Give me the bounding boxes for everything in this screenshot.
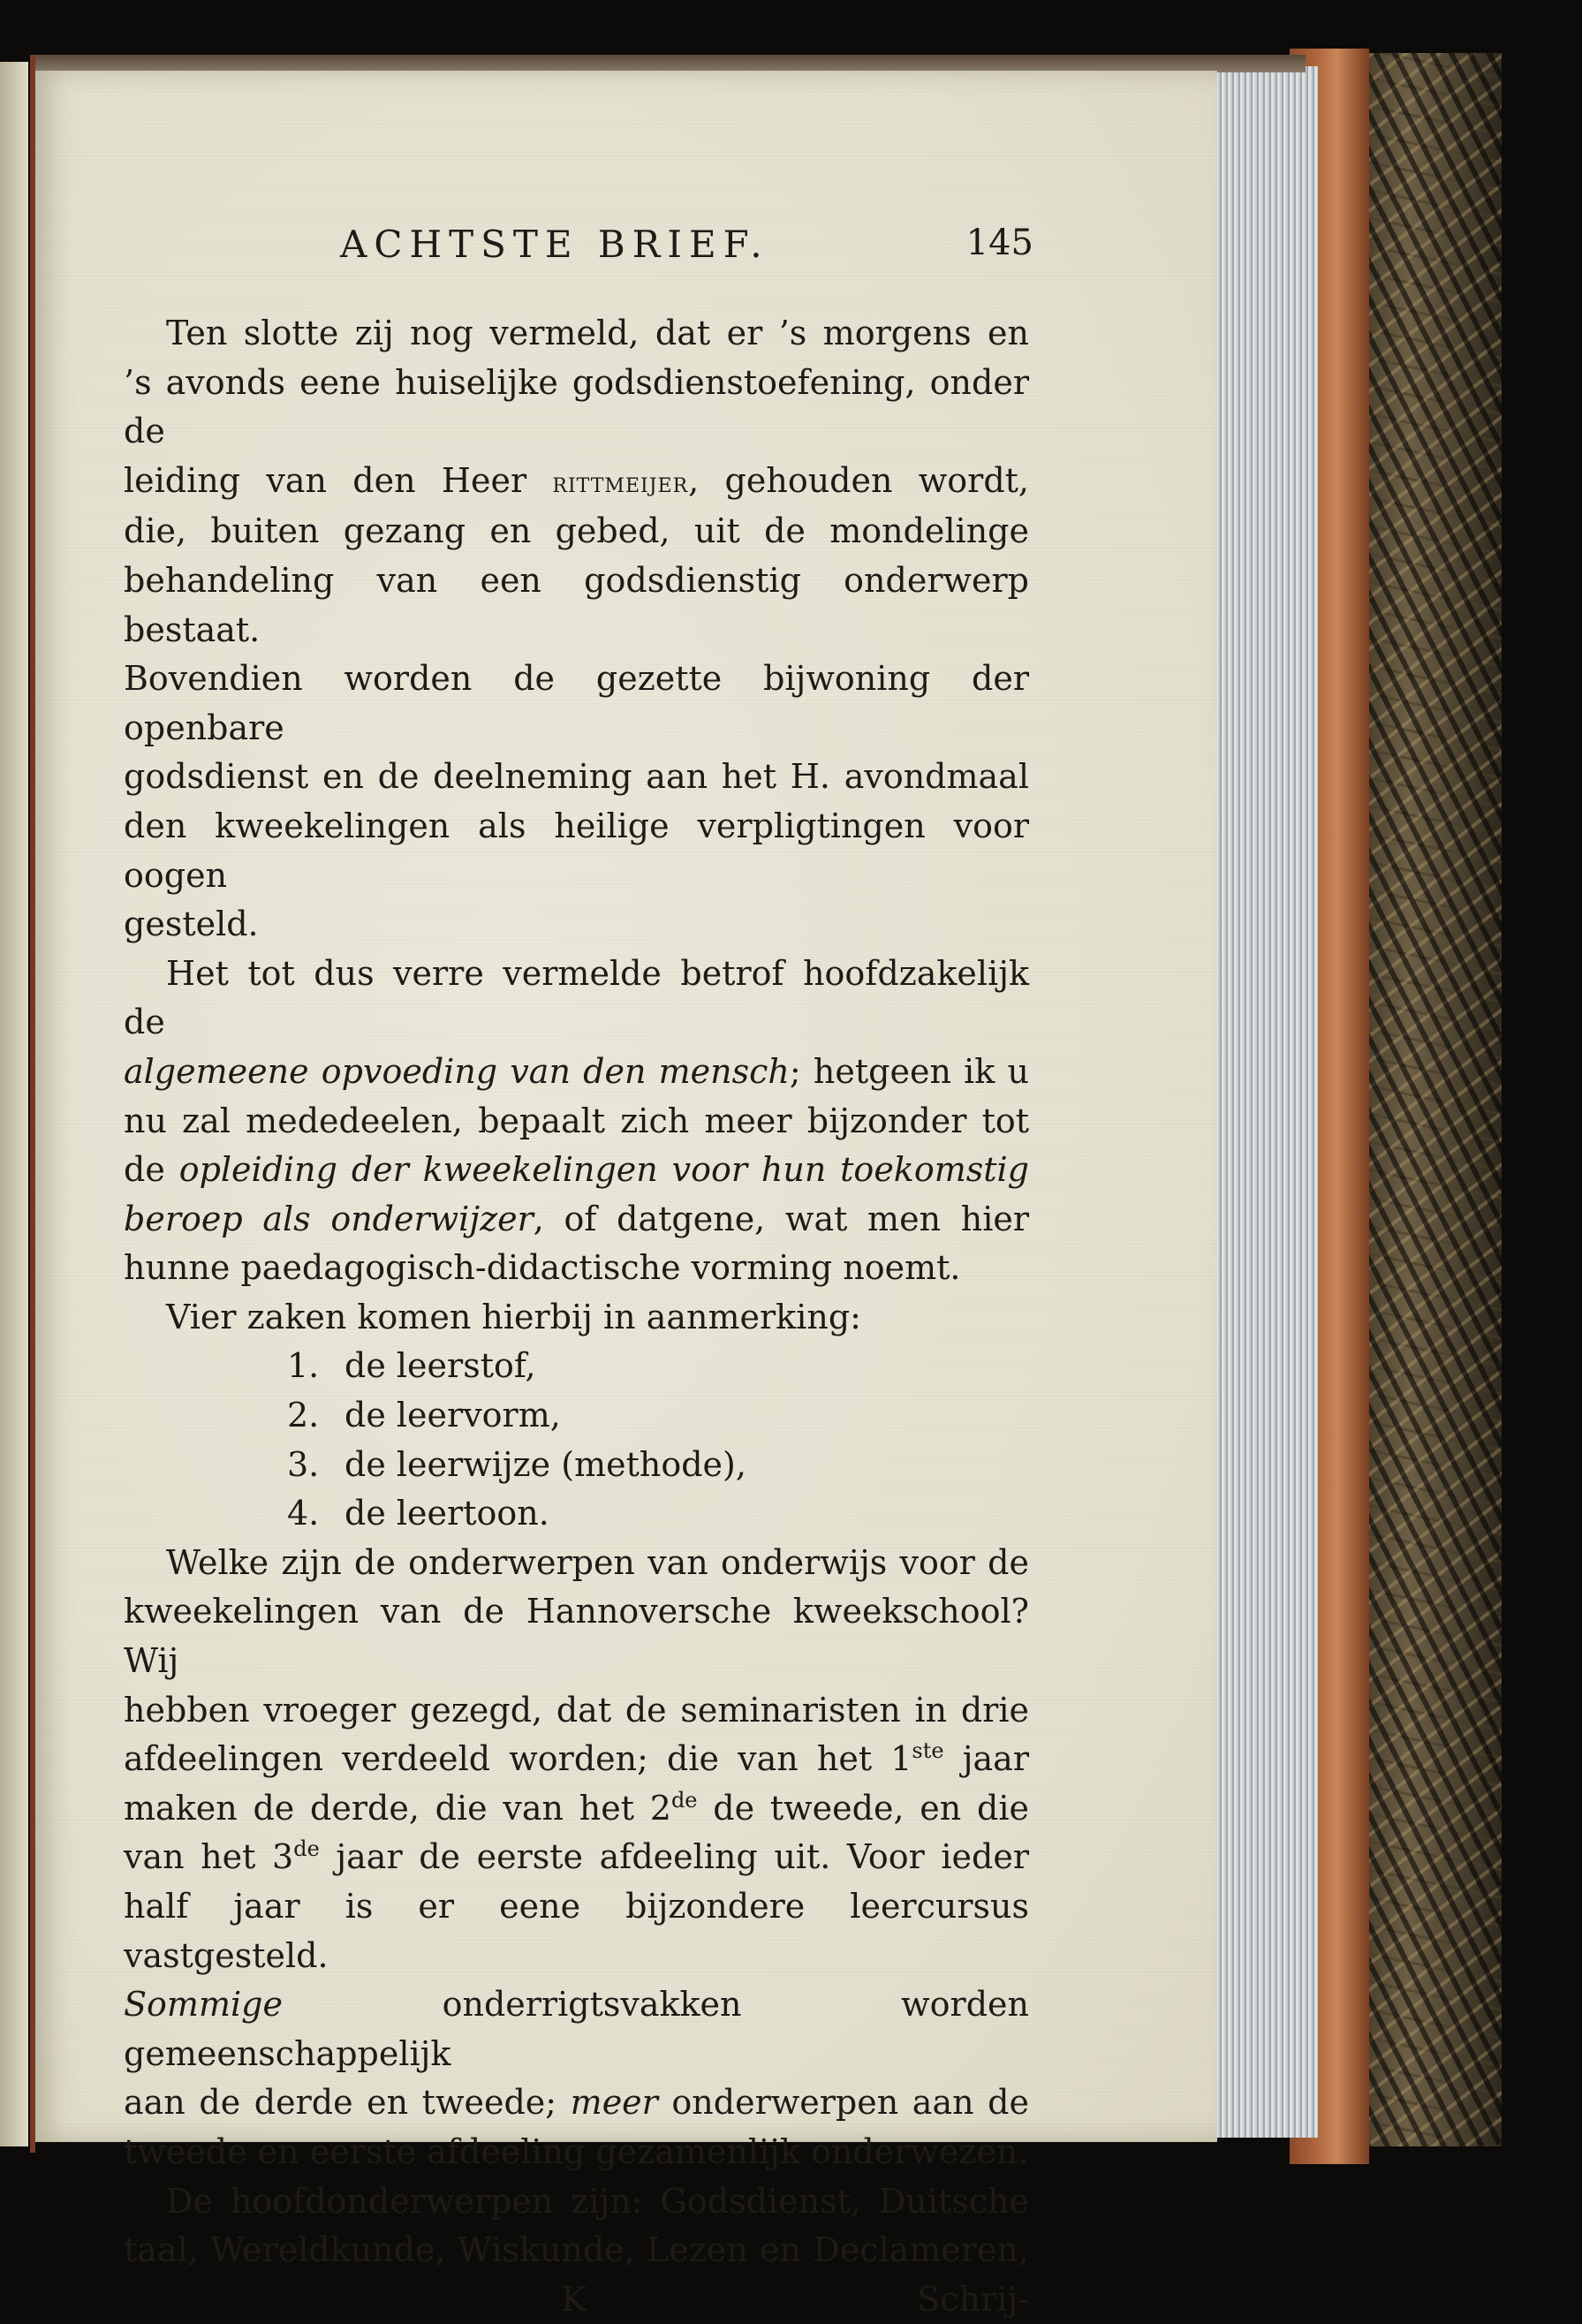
marbled-board <box>1347 53 1502 2146</box>
text-line: tweede en eerste afdeeling gezamenlijk onderwezen. <box>124 2131 1029 2171</box>
text-line: afdeelingen verdeeld worden; die van het 1ste jaar <box>124 1738 1029 1779</box>
text-line: godsdienst en de deelneming aan het H. avondmaal <box>124 757 1029 797</box>
proper-name: rittmeijer <box>552 465 689 499</box>
text-line: leiding van den Heer rittmeijer, gehouden wordt, <box>124 460 1029 500</box>
text-line: Het tot dus verre vermelde betrof hoofdzakelijk de <box>124 953 1029 1042</box>
text-line: van het 3de jaar de eerste afdeeling uit. Voor ieder <box>124 1836 1030 1877</box>
text-line: algemeene opvoeding van den mensch; hetgeen ik u <box>124 1051 1029 1091</box>
page-number: 145 <box>965 223 1033 263</box>
italic-phrase: meer <box>570 2083 658 2123</box>
text-line: beroep als onderwijzer, of datgene, wat men hier <box>124 1199 1030 1238</box>
text-line: Ten slotte zij nog vermeld, dat er ’s morgens en <box>166 314 1029 352</box>
list-item: 4. de leertoon. <box>287 1494 549 1533</box>
list-item: 3. de leerwijze (methode), <box>287 1444 746 1484</box>
text-line: ’s avonds eene huiselijke godsdienstoefening, onder de <box>124 362 1029 451</box>
italic-phrase: algemeene opvoeding van den mensch <box>124 1051 790 1091</box>
signature-mark: K <box>561 2279 587 2319</box>
list-item: 2. de leervorm, <box>287 1396 561 1435</box>
catchword: Schrij- <box>917 2279 1029 2319</box>
text-line: behandeling van een godsdienstig onderwerp bestaat. <box>124 560 1029 649</box>
text-line: taal, Wereldkunde, Wiskunde, Lezen en Declameren, <box>124 2230 1029 2270</box>
text-line: die, buiten gezang en gebed, uit de mondelinge <box>124 511 1029 551</box>
italic-phrase: beroep als onderwijzer <box>124 1199 534 1238</box>
italic-phrase: opleiding der kweekelingen voor hun toekomstig <box>178 1150 1029 1190</box>
list-item: 1. de leerstof, <box>287 1346 536 1386</box>
text-line: De hoofdonderwerpen zijn: Godsdienst, Duitsche <box>166 2181 1029 2221</box>
text-line: den kweekelingen als heilige verpligtingen voor oogen <box>124 806 1029 895</box>
numbered-list <box>287 1342 1029 1538</box>
text-line: nu zal mededeelen, bepaalt zich meer bijzonder tot <box>124 1101 1029 1140</box>
running-title: ACHTSTE BRIEF. <box>340 223 769 266</box>
text-line: Welke zijn de onderwerpen van onderwijs voor de <box>166 1542 1029 1582</box>
page-footer <box>124 2275 1029 2324</box>
text-line: half jaar is er eene bijzondere leercursus vastgesteld. <box>124 1887 1029 1975</box>
top-edge <box>34 55 1306 72</box>
text-line: aan de derde en tweede; meer onderwerpen aan de <box>124 2083 1029 2123</box>
text-line: Sommige onderrigtsvakken worden gemeenschappelijk <box>124 1985 1029 2073</box>
page-header <box>340 223 1033 276</box>
page-body <box>124 309 1029 2324</box>
text-line: hebben vroeger gezegd, dat de seminaristen in drie <box>124 1690 1029 1730</box>
text-line: de opleiding der kweekelingen voor hun toekomstig <box>124 1150 1029 1190</box>
text-line: hunne paedagogisch-didactische vorming noemt. <box>124 1248 961 1288</box>
text-line: Bovendien worden de gezette bijwoning der openbare <box>124 659 1029 747</box>
text-line: maken de derde, die van het 2de de tweede, en die <box>124 1787 1029 1828</box>
italic-phrase: Sommige <box>124 1985 283 2025</box>
page-block-edge <box>1212 66 1318 2138</box>
text-line: kweekelingen van de Hannoversche kweekschool? Wij <box>124 1592 1029 1681</box>
text-line: gesteld. <box>124 905 259 944</box>
left-page-edge <box>0 62 28 2146</box>
text-line: Vier zaken komen hierbij in aanmerking: <box>166 1297 861 1336</box>
